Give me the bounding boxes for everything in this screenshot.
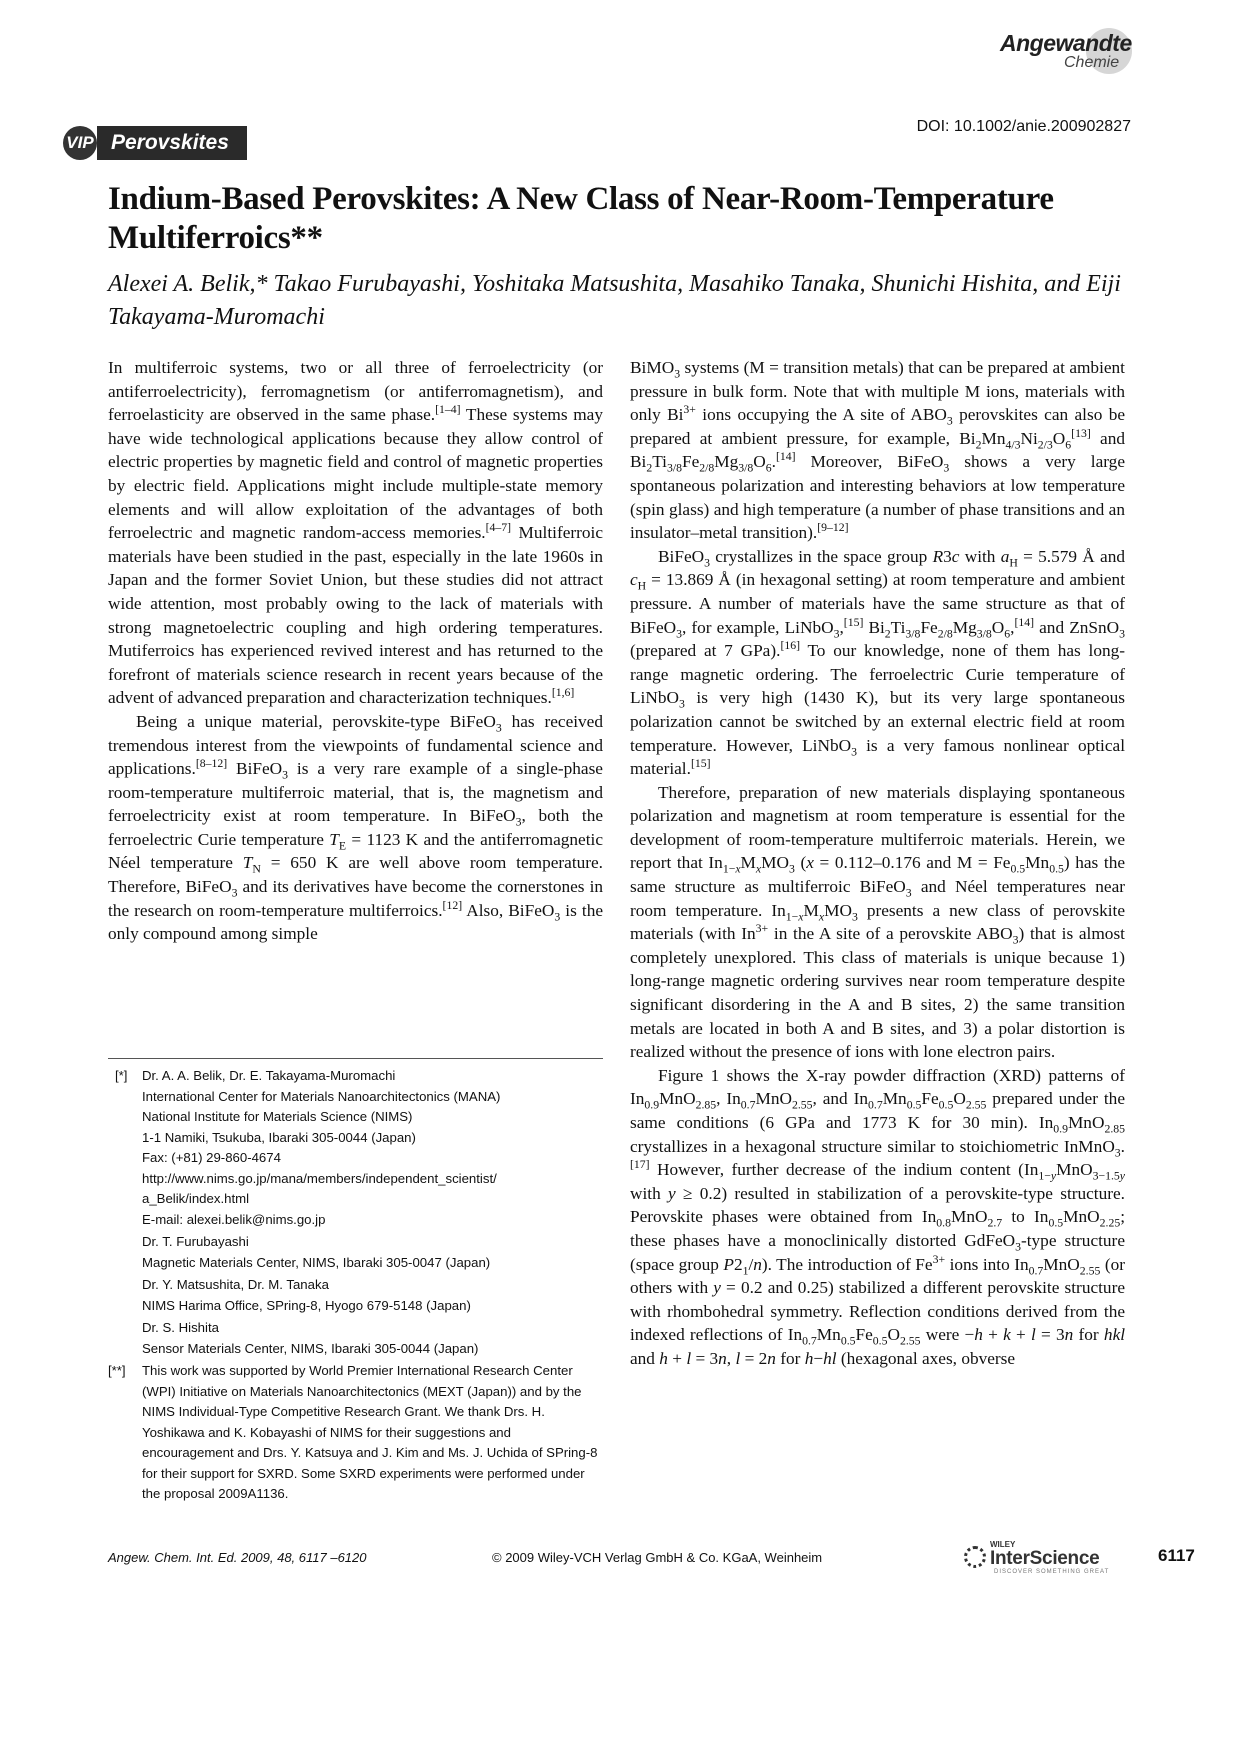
footnote-line: National Institute for Materials Science (NIMS): [142, 1109, 413, 1124]
paragraph: In multiferroic systems, two or all three of ferroelectricity (or antiferroelectricity), ferromagnetism (or antiferromagnetism), and ferroelasticity are observed in the same phase.[1–4] These systems may have wide technological applications because they allow control of electric properties by magnetic field and control of magnetic properties by electric field. Applications might include multiple-state memory elements and will allow exploitation of the advantages of both ferroelectric and magnetic random-access memories.[4–7] Multiferroic materials have been studied in the past, especially in the late 1960s in Japan and the former Soviet Union, but these studies did not attract wide attention, most probably owing to the lack of materials with strong magnetoelectric coupling and high ordering temperatures. Mutiferroics has experienced revived interest and has returned to the forefront of materials science research in recent years because of the advent of advanced preparation and characterization techniques.[1,6]: [108, 358, 603, 708]
footnote-mark: [*]: [115, 1068, 128, 1083]
footnote-mark: [**]: [108, 1363, 126, 1378]
journal-name: Angewandte: [1000, 30, 1132, 56]
footnote-line: Dr. T. Furubayashi: [142, 1234, 249, 1249]
footnote-line: Dr. Y. Matsushita, Dr. M. Tanaka: [142, 1277, 329, 1292]
paragraph: BiMO$_3$ systems (M = transition metals) that can be prepared at ambient pressure in bulk form. Note that with multiple M ions, materials with only $Bi^{3+}$ ions occupying the A site of $ABO_3$ perovskites can also be prepared at ambient pressure, for example, $Bi_2Mn_{4/3}Ni_{2/3}O_6[13]$ and $Bi_2Ti_{3/8}Fe_{2/8}Mg_{3/8}O_6.[14]$ Moreover, BiFeO$_3$ shows a very large spontaneous polarization and interesting behaviors at low temperature (spin glass) and high temperature (a number of phase transitions and an insulator–metal transition).[9–12]: [630, 358, 1126, 543]
footer-copyright: © 2009 Wiley-VCH Verlag GmbH & Co. KGaA, Weinheim: [492, 1550, 823, 1565]
vip-badge-icon: VIP: [63, 126, 97, 160]
article-title: Indium-Based Perovskites: A New Class of Near-Room-Temperature Multiferroics**: [108, 181, 1054, 256]
footnote-divider: [108, 1058, 603, 1059]
paragraph: Therefore, preparation of new materials displaying spontaneous polarization and magnetism at room temperature is essential for the development of room-temperature multiferroic materials. Herein, we report that $In_{1-x}M_xMO_3$ (x = 0.112–0.176 and $M = Fe_{0.5}Mn_{0.5}$) has the same structure as multiferroic BiFeO$_3$ and Néel temperatures near room temperature. $In_{1-x}M_xMO_3$ presents a new class of perovskite materials (with $In^{3+}$ in the A site of a perovskite $ABO_3$) that is almost completely unexplored. This class of materials is unique because 1) long-range magnetic ordering survives near room temperature despite significant disordering in the A and B sites, 2) the same transition metals are located in both A and B sites, and 3) a polar distortion is realized without the presence of ions with lone electron pairs.: [630, 782, 1126, 1062]
footnote-url[interactable]: http://www.nims.go.jp/mana/members/independent_scientist/: [142, 1170, 497, 1186]
wiley-dots-icon: [964, 1546, 986, 1568]
paragraph: Being a unique material, perovskite-type BiFeO$_3$ has received tremendous interest from the viewpoints of fundamental science and applications.[8–12] BiFeO$_3$ is a very rare example of a single-phase room-temperature multiferroic material, that is, the magnetism and ferroelectricity exist at room temperature. In BiFeO$_3$, both the ferroelectric Curie temperature $T_E = 1123$ K and the antiferromagnetic Néel temperature $T_N = 650$ K are well above room temperature. Therefore, BiFeO$_3$ and its derivatives have become the cornerstones in the research on room-temperature multiferroics.[12] Also, BiFeO$_3$ is the only compound among simple: [108, 711, 604, 944]
footnote-line: Fax: (+81) 29-860-4674: [142, 1150, 281, 1165]
paragraph: Figure 1 shows the X-ray powder diffraction (XRD) patterns of $In_{0.9}MnO_{2.85}$, $In_{0.7}MnO_{2.55}$, and $In_{0.7}Mn_{0.5}Fe_{0.5}O_{2.55}$ prepared under the same conditions (6 GPa and 1773 K for 30 min). $In_{0.9}MnO_{2.85}$ crystallizes in a hexagonal structure similar to stoichiometric InMnO$_3$.[17] However, further decrease of the indium content ($In_{1-y}MnO_{3-1.5y}$ with y ≥ 0.2) resulted in stabilization of a perovskite-type structure. Perovskite phases were obtained from $In_{0.8}MnO_{2.7}$ to $In_{0.5}MnO_{2.25}$; these phases have a monoclinically distorted GdFeO$_3$-type structure (space group $P2_1/n$). The introduction of $Fe^{3+}$ ions into $In_{0.7}MnO_{2.55}$ (or others with y = 0.2 and 0.25) stabilized a different perovskite structure with rhombohedral symmetry. Reflection conditions derived from the indexed reflections of $In_{0.7}Mn_{0.5}Fe_{0.5}O_{2.55}$ were −h + k + l = 3n for hkl and h + l = 3n, l = 2n for h−hl (hexagonal axes, obverse: [630, 1065, 1126, 1368]
paragraph: BiFeO$_3$ crystallizes in the space group R3c with $a_H = 5.579$ Å and $c_H = 13.869$ Å (in hexagonal setting) at room temperature and ambient pressure. A number of materials have the same structure as that of BiFeO$_3$, for example, LiNbO$_3$,[15] $Bi_2Ti_{3/8}Fe_{2/8}Mg_{3/8}O_6,[14]$ and ZnSnO$_3$ (prepared at 7 GPa).[16] To our knowledge, none of them has long-range magnetic ordering. The ferroelectric Curie temperature of LiNbO$_3$ is very high (1430 K), but its very large spontaneous polarization cannot be switched by an external electric field at room temperature. However, LiNbO$_3$ is a very famous nonlinear optical material.[15]: [630, 546, 1126, 779]
footnote-affiliation: [108, 1232, 603, 1273]
publisher-tagline: DISCOVER SOMETHING GREAT: [994, 1569, 1110, 1575]
footnote-email[interactable]: E-mail: alexei.belik@nims.go.jp: [142, 1211, 326, 1227]
journal-subname: Chemie: [1064, 54, 1120, 71]
footnote-affiliation: [108, 1066, 603, 1230]
footnote-line: This work was supported by World Premier International Research Center (WPI) Initiative on Materials Nanoarchitectonics (MEXT (Japan)) and by the NIMS Individual-Type Competitive Research Grant. We thank Drs. H. Yoshikawa and K. Kobayashi of NIMS for their suggestions and encouragement and Drs. Y. Katsuya and J. Kim and Ms. J. Uchida of SPring-8 for their support for SXRD. Some SXRD experiments were performed under the proposal 2009A1136.: [142, 1363, 598, 1501]
footnote-line: NIMS Harima Office, SPring-8, Hyogo 679-5148 (Japan): [142, 1297, 471, 1313]
footnotes: [108, 1066, 603, 1507]
publisher-name: InterScience: [990, 1548, 1100, 1569]
section-tag: Perovskites: [97, 126, 247, 160]
body-left-column: [108, 356, 603, 946]
body-right-column: [630, 356, 1125, 1371]
footnote-line: Dr. S. Hishita: [142, 1320, 219, 1335]
footnote-line: Sensor Materials Center, NIMS, Ibaraki 305-0044 (Japan): [142, 1340, 479, 1356]
article-authors: Alexei A. Belik,* Takao Furubayashi, Yoshitaka Matsushita, Masahiko Tanaka, Shunichi Hishita, and Eiji Takayama-Muromachi: [108, 271, 1121, 330]
publisher-small: WILEY: [990, 1540, 1016, 1549]
footnote-line: 1-1 Namiki, Tsukuba, Ibaraki 305-0044 (Japan): [142, 1129, 416, 1145]
footnote-line: Magnetic Materials Center, NIMS, Ibaraki 305-0047 (Japan): [142, 1254, 491, 1270]
page-number: 6117: [1158, 1546, 1195, 1565]
footnote-acknowledgment: [108, 1361, 603, 1505]
footnote-affiliation: [108, 1318, 603, 1359]
footer-citation: Angew. Chem. Int. Ed. 2009, 48, 6117 –6120: [108, 1550, 367, 1565]
journal-logo: [1000, 24, 1210, 84]
footnote-line: Dr. A. A. Belik, Dr. E. Takayama-Muromachi: [142, 1068, 396, 1083]
footnote-affiliation: [108, 1275, 603, 1316]
footnote-line: International Center for Materials Nanoarchitectonics (MANA): [142, 1088, 501, 1104]
doi[interactable]: DOI: 10.1002/anie.200902827: [916, 118, 1131, 135]
footnote-url[interactable]: a_Belik/index.html: [142, 1191, 250, 1206]
publisher-logo: [964, 1538, 1119, 1576]
